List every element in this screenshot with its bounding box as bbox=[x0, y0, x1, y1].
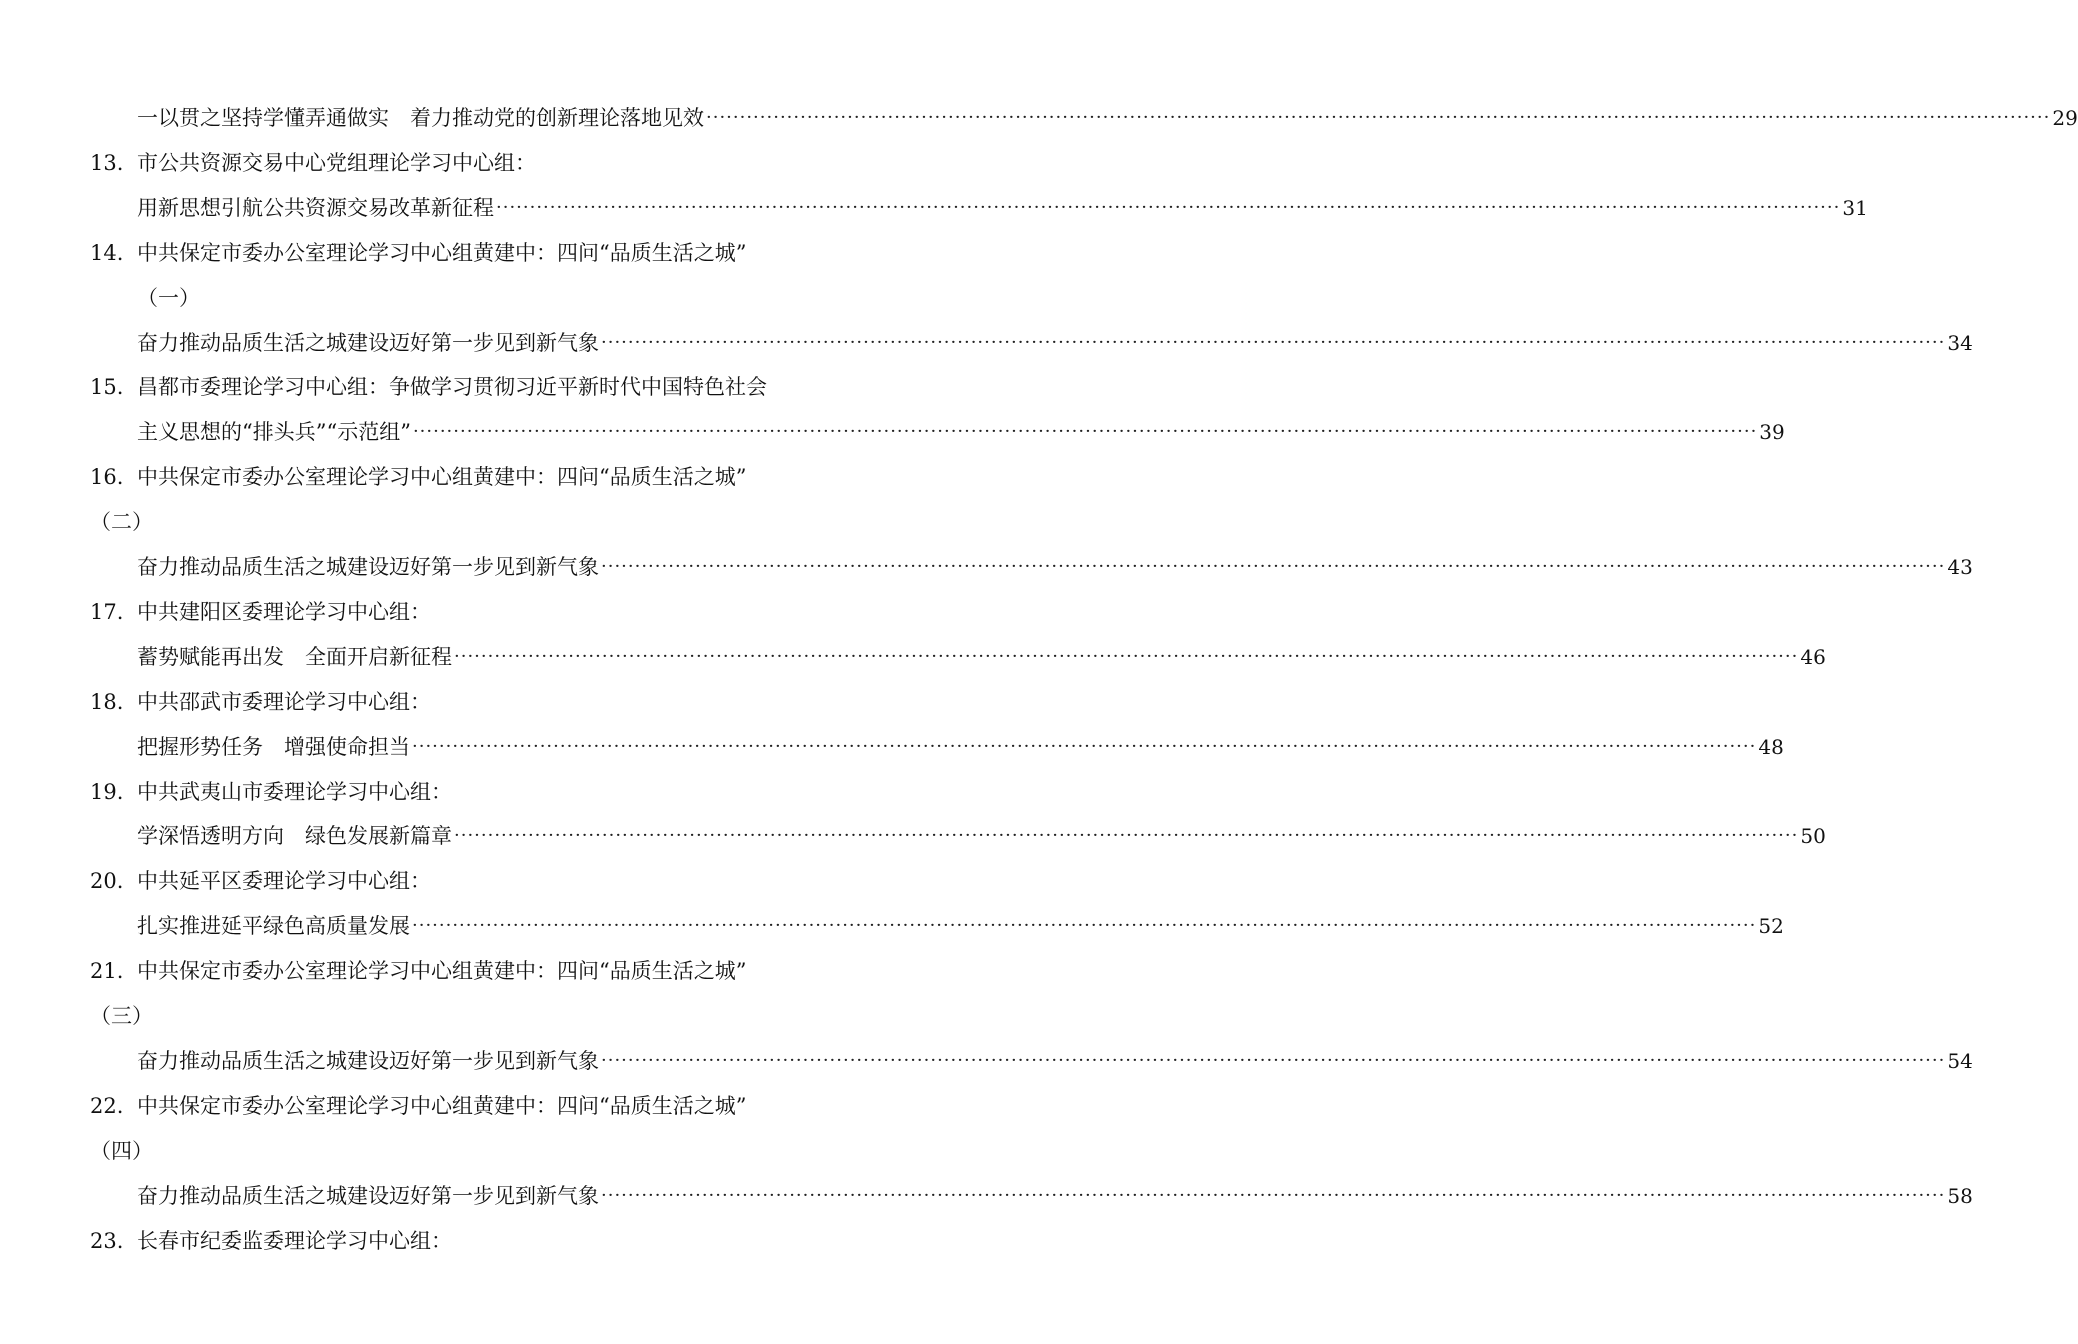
toc-line bbox=[137, 818, 1826, 854]
entry-number: 16. bbox=[90, 465, 124, 490]
entry-title: 中共武夷山市委理论学习中心组： bbox=[137, 779, 452, 804]
toc-title: 用新思想引航公共资源交易改革新征程 bbox=[137, 195, 494, 220]
dot-leader: ········································································································································································································ bbox=[412, 735, 1757, 757]
toc-line bbox=[137, 729, 1784, 765]
toc-title: 把握形势任务 增强使命担当 bbox=[137, 734, 410, 759]
toc-line bbox=[137, 908, 1784, 944]
toc-title: 奋力推动品质生活之城建设迈好第一步见到新气象 bbox=[137, 1183, 599, 1208]
toc-entry-heading bbox=[90, 953, 870, 989]
entry-part-label: （四） bbox=[90, 1138, 153, 1163]
entry-part-label: （三） bbox=[90, 1004, 153, 1028]
page-number: 54 bbox=[1947, 1048, 1973, 1073]
entry-title: 中共保定市委办公室理论学习中心组黄建中：四问“品质生活之城” bbox=[137, 1093, 747, 1118]
dot-leader: ········································································································································································································ bbox=[601, 1049, 1946, 1071]
toc-title: 奋力推动品质生活之城建设迈好第一步见到新气象 bbox=[137, 330, 599, 355]
entry-title: 中共建阳区委理论学习中心组： bbox=[137, 599, 431, 624]
toc-entry-heading bbox=[90, 594, 870, 630]
dot-leader: ········································································································································································································ bbox=[454, 645, 1799, 667]
page-number: 39 bbox=[1759, 420, 1785, 445]
toc-title: 学深悟透明方向 绿色发展新篇章 bbox=[137, 824, 452, 849]
toc-entry-heading bbox=[90, 459, 870, 495]
entry-number: 13. bbox=[90, 150, 124, 175]
entry-title: 中共延平区委理论学习中心组： bbox=[137, 869, 431, 894]
entry-title: 中共保定市委办公室理论学习中心组黄建中：四问“品质生活之城” bbox=[137, 240, 747, 265]
entry-number: 14. bbox=[90, 240, 124, 265]
toc-entry-heading bbox=[90, 235, 870, 271]
entry-title: 昌都市委理论学习中心组：争做学习贯彻习近平新时代中国特色社会 bbox=[137, 375, 767, 400]
page-number: 50 bbox=[1800, 824, 1826, 849]
toc-entry-heading bbox=[90, 774, 870, 810]
toc-entry-heading bbox=[90, 369, 870, 405]
entry-number: 17. bbox=[90, 599, 124, 624]
page-number: 29 bbox=[2052, 106, 2078, 130]
page-number: 48 bbox=[1758, 734, 1784, 759]
toc-line bbox=[137, 190, 1868, 226]
toc-entry-heading bbox=[90, 1223, 870, 1259]
toc-entry-heading bbox=[90, 863, 870, 899]
entry-title: 中共邵武市委理论学习中心组： bbox=[137, 689, 431, 714]
toc-title: 一以贯之坚持学懂弄通做实 着力推动党的创新理论落地见效 bbox=[137, 106, 704, 130]
dot-leader: ········································································································································································································ bbox=[412, 421, 1758, 443]
toc-title: 扎实推进延平绿色高质量发展 bbox=[137, 914, 410, 939]
page-number: 43 bbox=[1947, 555, 1973, 579]
dot-leader: ········································································································································································································ bbox=[601, 1184, 1946, 1206]
toc-title: 奋力推动品质生活之城建设迈好第一步见到新气象 bbox=[137, 1048, 599, 1073]
toc-entry-heading bbox=[90, 684, 870, 720]
page-number: 31 bbox=[1842, 195, 1868, 220]
entry-number: 22. bbox=[90, 1093, 124, 1118]
toc-title: 主义思想的“排头兵”“示范组” bbox=[137, 420, 411, 445]
entry-number: 15. bbox=[90, 375, 124, 400]
entry-number: 21. bbox=[90, 959, 124, 984]
toc-line bbox=[137, 414, 1785, 450]
entry-title: 长春市纪委监委理论学习中心组： bbox=[137, 1228, 452, 1253]
entry-title: 中共保定市委办公室理论学习中心组黄建中：四问“品质生活之城” bbox=[137, 959, 747, 984]
toc-line bbox=[137, 100, 2078, 136]
entry-number: 20. bbox=[90, 869, 124, 894]
dot-leader: ········································································································································································································ bbox=[706, 107, 2051, 128]
toc-line bbox=[137, 1043, 1973, 1079]
toc-entry-heading bbox=[90, 1088, 870, 1124]
page-number: 58 bbox=[1947, 1183, 1973, 1208]
dot-leader: ········································································································································································································ bbox=[496, 196, 1841, 218]
toc-title: 奋力推动品质生活之城建设迈好第一步见到新气象 bbox=[137, 555, 599, 579]
entry-title: 中共保定市委办公室理论学习中心组黄建中：四问“品质生活之城” bbox=[137, 465, 747, 490]
page-number: 52 bbox=[1758, 914, 1784, 939]
toc-title: 蓄势赋能再出发 全面开启新征程 bbox=[137, 644, 452, 669]
dot-leader: ········································································································································································································ bbox=[412, 915, 1757, 937]
entry-part-label: （二） bbox=[90, 510, 153, 535]
dot-leader: ········································································································································································································ bbox=[454, 825, 1799, 847]
toc-entry-heading bbox=[90, 145, 870, 181]
entry-title: 市公共资源交易中心党组理论学习中心组： bbox=[137, 150, 536, 175]
toc-line bbox=[137, 549, 1973, 585]
dot-leader: ········································································································································································································ bbox=[601, 331, 1946, 353]
toc-line bbox=[137, 639, 1826, 675]
page-number: 34 bbox=[1947, 330, 1973, 355]
toc-line bbox=[137, 1178, 1973, 1214]
entry-part-label: （一） bbox=[137, 285, 200, 310]
dot-leader: ········································································································································································································ bbox=[601, 556, 1946, 577]
entry-number: 18. bbox=[90, 689, 124, 714]
entry-number: 23. bbox=[90, 1228, 124, 1253]
toc-line bbox=[137, 325, 1973, 361]
entry-number: 19. bbox=[90, 779, 124, 804]
page-number: 46 bbox=[1800, 644, 1826, 669]
